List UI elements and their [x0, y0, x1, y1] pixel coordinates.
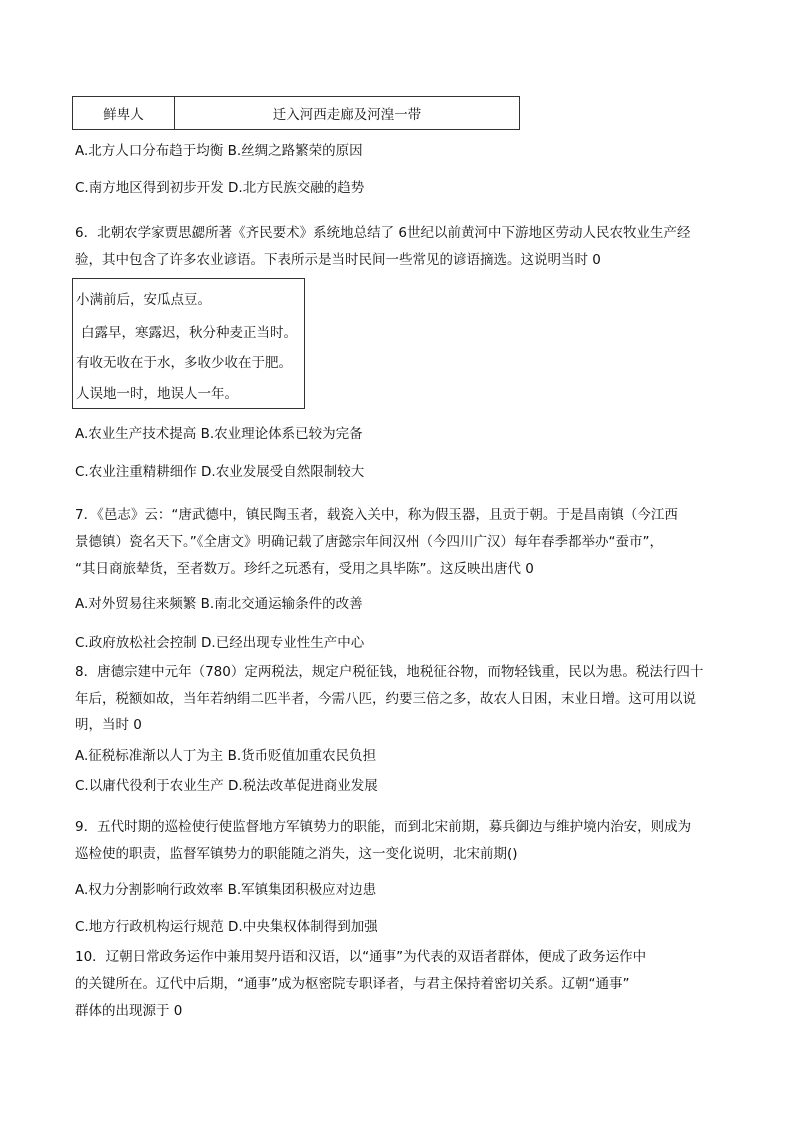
q7-stem-line1: 7．《邑志》云：“唐武德中，镇民陶玉者，载瓷入关中，称为假玉器，且贡于朝。于是昌南镇（今江西 [75, 507, 678, 523]
q8-option-cd: C.以庸代役利于农业生产 D.税法改革促进商业发展 [75, 778, 378, 794]
q7-option-ab: A.对外贸易往来频繁 B.南北交通运输条件的改善 [75, 596, 363, 612]
q7-option-cd: C.政府放松社会控制 D.已经出现专业性生产中心 [75, 635, 365, 651]
q10-stem-line1: 10．辽朝日常政务运作中兼用契丹语和汉语，以“通事”为代表的双语者群体，便成了政务运作中 [75, 949, 647, 965]
table-cell-group: 鲜卑人 [73, 97, 175, 129]
q9-option-ab: A.权力分割影响行政效率 B.军镇集团积极应对边患 [75, 882, 377, 898]
q8-stem-line3: 明，当时 0 [75, 717, 142, 733]
table-cell-description: 迁入河西走廊及河湟一带 [272, 107, 422, 123]
proverb-1: 小满前后，安瓜点豆。 [76, 292, 211, 308]
proverb-2: 白露早，寒露迟，秋分种麦正当时。 [81, 325, 297, 341]
q10-stem-line2: 的关键所在。辽代中后期，“通事”成为枢密院专职译者，与君主保持着密切关系。辽朝“通事” [75, 976, 630, 992]
proverb-4: 人误地一时，地误人一年。 [76, 386, 238, 402]
q8-stem-line1: 8．唐德宗建中元年（780）定两税法，规定户税征钱，地税征谷物，而物轻钱重，民以为患。税法行四十 [75, 664, 704, 680]
q6-option-ab: A.农业生产技术提高 B.农业理论体系已较为完备 [75, 426, 363, 442]
q8-stem-line2: 年后，税额如故，当年若纳绢二匹半者，今需八匹，约要三倍之多，故农人日困，末业日增。这可用以说 [75, 691, 696, 707]
q9-option-cd: C.地方行政机构运行规范 D.中央集权体制得到加强 [75, 919, 378, 935]
q8-option-ab: A.征税标准渐以人丁为主 B.货币贬值加重农民负担 [75, 748, 377, 764]
q6-option-cd: C.农业注重精耕细作 D.农业发展受自然限制较大 [75, 464, 365, 480]
q10-stem-line3: 群体的出现源于 0 [75, 1003, 183, 1019]
q7-stem-line3: “其日商旅辇货，至者数万。珍纤之玩悉有，受用之具毕陈”。这反映出唐代 0 [75, 561, 534, 577]
q6-stem-line1: 6．北朝农学家贾思勰所著《齐民要术》系统地总结了 6世纪以前黄河中下游地区劳动人民农牧业生产经 [75, 225, 691, 241]
proverb-3: 有收无收在于水，多收少收在于肥。 [76, 355, 292, 371]
q5-option-cd: C.南方地区得到初步开发 D.北方民族交融的趋势 [75, 180, 365, 196]
q7-stem-line2: 景德镇）瓷名天下。”《全唐文》明确记载了唐懿宗年间汉州（今四川广汉）每年春季都举办“蚕市”， [75, 534, 663, 550]
q9-stem-line1: 9．五代时期的巡检使行使监督地方军镇势力的职能，而到北宋前期，募兵御边与维护境内治安，则成为 [75, 819, 692, 835]
q9-stem-line2: 巡检使的职责，监督军镇势力的职能随之消失，这一变化说明，北宋前期() [75, 846, 518, 862]
q6-stem-line2: 验，其中包含了许多农业谚语。下表所示是当时民间一些常见的谚语摘选。这说明当时 0 [75, 252, 601, 268]
proverb-table [72, 278, 305, 409]
q5-option-ab: A.北方人口分布趋于均衡 B.丝绸之路繁荣的原因 [75, 143, 363, 159]
ethnic-table-row [72, 96, 520, 130]
